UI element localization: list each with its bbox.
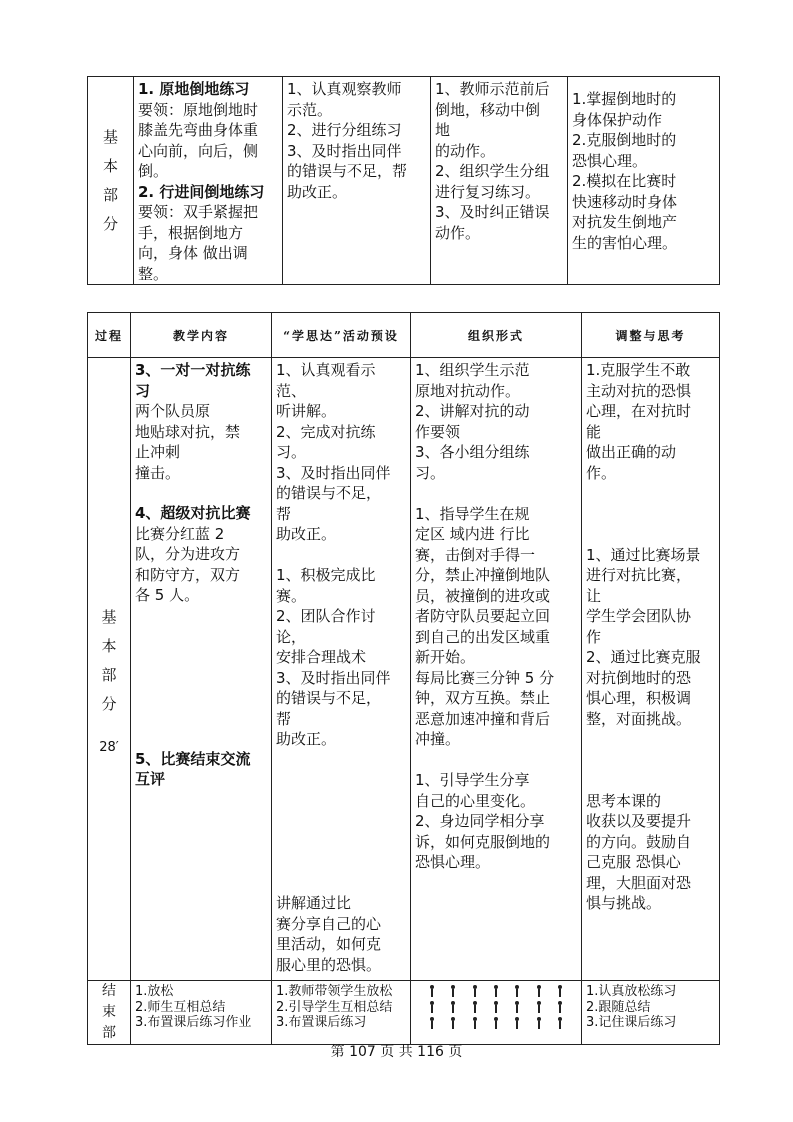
- end-student-cell: 1.教师带领学生放松 2.引导学生互相总结 3.布置课后练习: [272, 981, 411, 1045]
- student-formation-diagram: [411, 981, 581, 1029]
- section-label-basic: 基 本 部 分: [88, 77, 134, 285]
- header-process: 过程: [88, 313, 131, 358]
- student-figure-icon: [450, 1017, 456, 1029]
- teaching-content-cell-2: [131, 358, 272, 981]
- content-heading-1: 1. 原地倒地练习: [138, 80, 250, 98]
- student-figure-icon: [536, 985, 542, 997]
- student-figure-icon: [514, 1001, 520, 1013]
- student-figure-icon: [514, 985, 520, 997]
- end-reflection-cell: 1.认真放松练习 2.跟随总结 3.记住课后练习: [582, 981, 720, 1045]
- student-figure-icon: [514, 1017, 520, 1029]
- student-figure-icon: [557, 1017, 563, 1029]
- header-organization: 组织形式: [411, 313, 582, 358]
- lesson-table-top: [87, 76, 720, 285]
- content-heading-3: 3、一对一对抗练 习: [135, 361, 251, 400]
- header-content: 教学内容: [131, 313, 272, 358]
- content-heading-2: 2. 行进间倒地练习: [138, 182, 265, 201]
- content-heading-4: 4、超级对抗比赛: [135, 504, 251, 522]
- student-figure-icon: [450, 1001, 456, 1013]
- content-heading-5: 5、比赛结束交流 互评: [135, 749, 251, 788]
- section-label-basic-2: [88, 358, 131, 981]
- content-text-4: 比赛分红蓝 2 队，分为进攻方 和防守方，双方 各 5 人。: [135, 524, 241, 604]
- time-label: 28′: [99, 740, 119, 755]
- student-figure-icon: [450, 985, 456, 997]
- lesson-table-main: [87, 312, 720, 1045]
- organization-cell-2: 1、组织学生示范 原地对抗动作。 2、讲解对抗的动 作要领 3、各小组分组练 习。 1、指导学生在规 定区 域内进 行比 赛，击倒对手得一 分，禁止冲撞倒地队 员，被撞倒的进攻或 者防守队员要起立回 到自己的出发区域重 新开始。 每局比赛三分钟 5 分 钟，双方互换。禁止 恶意加速冲撞和背后 冲撞。 1、引导学生分享 自己的心里变化。 2、身边同学相分享 诉，如何克服倒地的 恐惧心理。: [411, 358, 582, 981]
- student-figure-icon: [472, 1001, 478, 1013]
- section-label-text: 基 本 部 分: [101, 608, 117, 713]
- student-activity-cell: 1、认真观察教师 示范。 2、进行分组练习 3、及时指出同伴 的错误与不足，帮 助改正。: [283, 77, 431, 285]
- student-figure-icon: [472, 985, 478, 997]
- header-activity: “学思达”活动预设: [272, 313, 411, 358]
- content-text-1: 要领：原地倒地时 膝盖先弯曲身体重 心向前，向后，侧 倒。: [138, 100, 259, 180]
- student-activity-cell-2: 1、认真观看示 范、 听讲解。 2、完成对抗练 习。 3、及时指出同伴 的错误与不足， 帮 助改正。 1、积极完成比 赛。 2、团队合作讨 论， 安排合理战术 3、及时指出同伴 的错误与不足， 帮 助改正。 讲解通过比 赛分享自己的心 里活动，如何克 服心里的恐惧。: [272, 358, 411, 981]
- section-label-end: 结 束 部: [88, 981, 131, 1045]
- student-figure-icon: [429, 985, 435, 997]
- page-number: 第 107 页 共 116 页: [330, 1044, 463, 1060]
- student-figure-icon: [557, 1001, 563, 1013]
- student-figure-icon: [557, 985, 563, 997]
- student-figure-icon: [493, 985, 499, 997]
- organization-cell: 1、教师示范前后 倒地，移动中倒 地 的动作。 2、组织学生分组 进行复习练习。 3、及时纠正错误 动作。: [431, 77, 568, 285]
- student-figure-icon: [536, 1017, 542, 1029]
- student-figure-icon: [429, 1017, 435, 1029]
- reflection-cell: 1.掌握倒地时的 身体保护动作 2.克服倒地时的 恐惧心理。 2.模拟在比赛时 快速移动时身体 对抗发生倒地产 生的害怕心理。: [568, 77, 720, 285]
- header-reflection: 调整与思考: [582, 313, 720, 358]
- content-text-2: 要领：双手紧握把 手，根据倒地方 向，身体 做出调 整。: [138, 203, 259, 283]
- student-figure-icon: [429, 1001, 435, 1013]
- content-text-3: 两个队员原 地贴球对抗，禁 止冲刺 撞击。: [135, 402, 241, 482]
- end-content-cell: 1.放松 2.师生互相总结 3.布置课后练习作业: [131, 981, 272, 1045]
- student-figure-icon: [536, 1001, 542, 1013]
- student-figure-icon: [472, 1017, 478, 1029]
- end-formation-cell: [411, 981, 582, 1045]
- reflection-cell-2: 1.克服学生不敢 主动对抗的恐惧 心理，在对抗时 能 做出正确的动 作。 1、通过比赛场景 进行对抗比赛， 让 学生学会团队协 作 2、通过比赛克服 对抗倒地时的恐 惧心理，积极调 整，对面挑战。 思考本课的 收获以及要提升 的方向。鼓励自 己克服 恐惧心 理，大胆面对恐 惧与挑战。: [582, 358, 720, 981]
- student-figure-icon: [493, 1017, 499, 1029]
- teaching-content-cell: [134, 77, 283, 285]
- student-figure-icon: [493, 1001, 499, 1013]
